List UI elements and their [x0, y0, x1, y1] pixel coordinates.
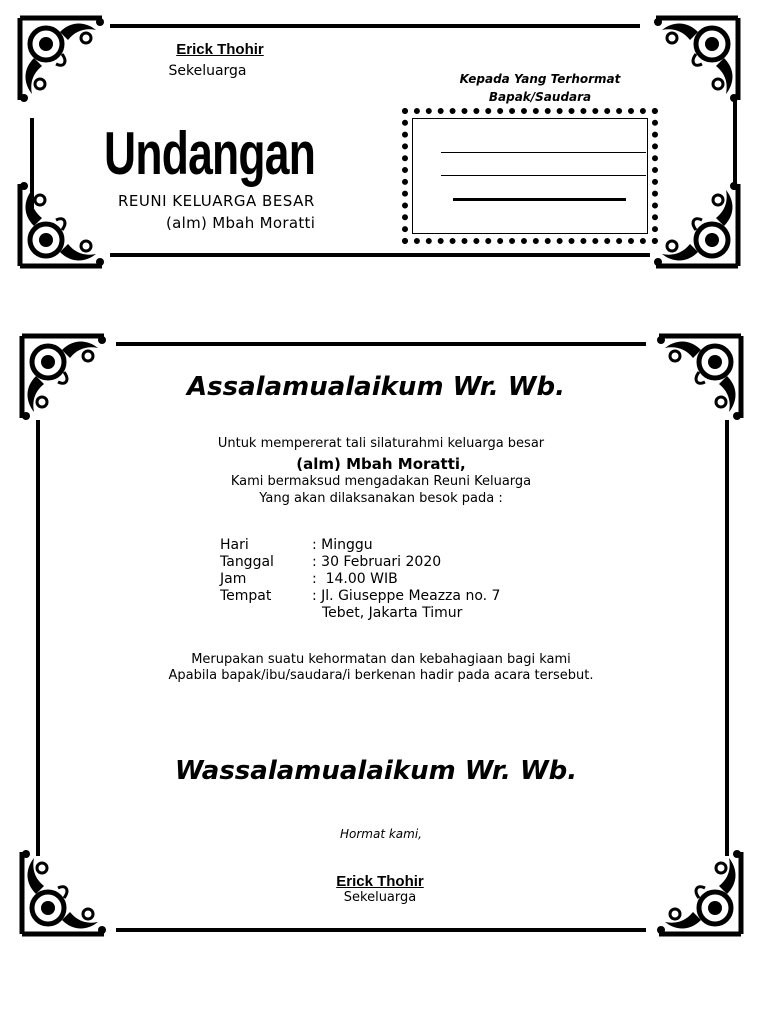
intro-text: Yang akan dilaksanakan besok pada :	[259, 491, 503, 506]
envelope-border-bottom	[110, 253, 650, 257]
detail-value: : Jl. Giuseppe Meazza no. 7	[312, 588, 501, 604]
event-honoree: (alm) Mbah Moratti	[166, 214, 316, 232]
detail-row	[220, 571, 500, 588]
closing-text: Merupakan suatu kehormatan dan kebahagiaan bagi kami	[191, 652, 571, 667]
sender-subtitle: Sekeluarga	[168, 63, 247, 79]
detail-label: Tanggal	[220, 554, 274, 570]
signer-subtitle: Sekeluarga	[343, 890, 417, 905]
letter-border-top	[116, 342, 646, 346]
detail-value: : 14.00 WIB	[312, 571, 398, 587]
corner-ornament-icon	[16, 14, 106, 104]
greeting-heading: Assalamualaikum Wr. Wb.	[187, 372, 565, 402]
detail-value: : Minggu	[312, 537, 373, 553]
closing-text: Apabila bapak/ibu/saudara/i berkenan hadir pada acara tersebut.	[168, 668, 594, 683]
detail-row	[220, 605, 500, 622]
corner-ornament-icon	[652, 14, 742, 104]
detail-row	[220, 537, 500, 554]
farewell-heading: Wassalamualaikum Wr. Wb.	[174, 756, 578, 786]
corner-ornament-icon	[652, 180, 742, 270]
letter-border-bottom	[116, 928, 646, 932]
addressee-line2: Bapak/Saudara	[488, 90, 592, 104]
detail-value: Tebet, Jakarta Timur	[322, 605, 463, 621]
addressee-line1: Kepada Yang Terhormat	[459, 72, 621, 86]
address-box	[402, 108, 658, 244]
detail-row	[220, 554, 500, 571]
address-line	[453, 198, 626, 201]
event-details	[220, 537, 500, 622]
detail-row	[220, 588, 500, 605]
corner-ornament-icon	[16, 180, 106, 270]
intro-honoree: (alm) Mbah Moratti,	[296, 455, 466, 473]
address-box-inner	[412, 118, 648, 234]
detail-label: Tempat	[220, 588, 272, 604]
intro-text: Untuk mempererat tali silaturahmi keluarga besar	[217, 436, 545, 451]
intro-text: Kami bermaksud mengadakan Reuni Keluarga	[230, 474, 532, 489]
sender-name: Erick Thohir	[176, 41, 264, 58]
envelope-border-right	[733, 95, 737, 190]
detail-label: Jam	[220, 571, 247, 587]
detail-label: Hari	[220, 537, 249, 553]
event-title: REUNI KELUARGA BESAR	[118, 192, 315, 210]
envelope-border-top	[110, 24, 640, 28]
address-line	[441, 152, 646, 153]
detail-value: : 30 Februari 2020	[312, 554, 442, 570]
envelope-title: Undangan	[104, 120, 316, 187]
regards-text: Hormat kami,	[339, 827, 422, 841]
address-line	[441, 175, 646, 176]
signer-name: Erick Thohir	[336, 873, 424, 890]
